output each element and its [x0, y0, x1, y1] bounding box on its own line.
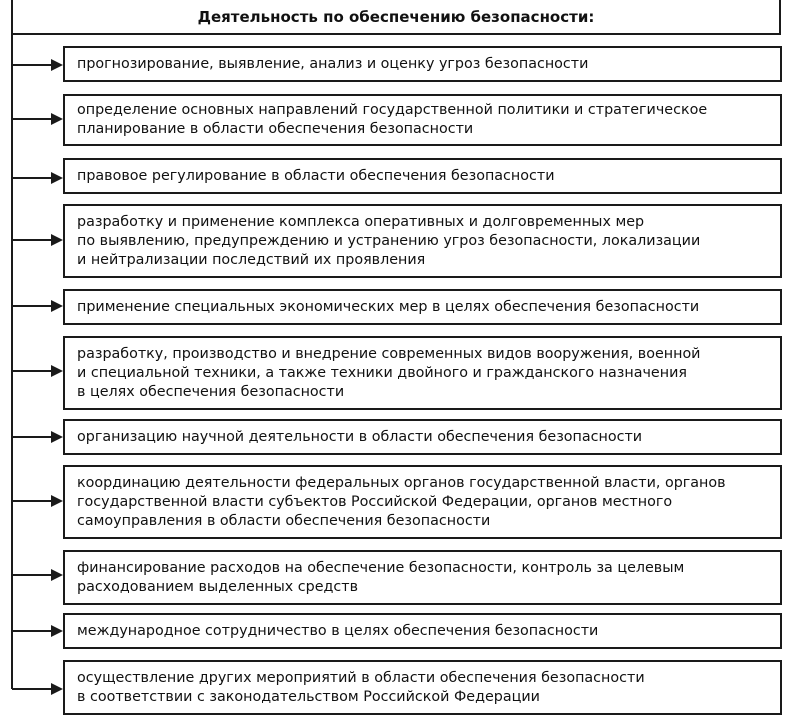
- activity-text-2: определение основных направлений государственной политики и стратегическое планирование в области обеспечения безопасности: [77, 102, 708, 137]
- activity-box-10: [63, 613, 782, 649]
- arrow-4: [12, 239, 52, 241]
- activity-box-8: [63, 465, 782, 539]
- arrow-1: [12, 64, 52, 66]
- activity-box-11: [63, 660, 782, 715]
- activity-box-2: [63, 94, 782, 146]
- activity-box-6: [63, 336, 782, 410]
- activity-text-6: разработку, производство и внедрение современных видов вооружения, военной и специальной техники, а также техники двойного и гражданского назначения в целях обеспечения безопасности: [77, 345, 701, 400]
- activity-text-5: применение специальных экономических мер в целях обеспечения безопасности: [77, 298, 700, 315]
- activity-box-1: [63, 46, 782, 82]
- arrow-11: [12, 688, 52, 690]
- arrow-6: [12, 370, 52, 372]
- activity-box-9: [63, 550, 782, 605]
- activity-text-1: прогнозирование, выявление, анализ и оценку угроз безопасности: [77, 55, 589, 72]
- activity-box-5: [63, 289, 782, 325]
- activity-box-7: [63, 419, 782, 455]
- activity-box-3: [63, 158, 782, 194]
- arrow-10: [12, 630, 52, 632]
- arrow-5: [12, 305, 52, 307]
- arrow-3: [12, 177, 52, 179]
- activity-text-4: разработку и применение комплекса оперативных и долговременных мер по выявлению, предупреждению и устранению угроз безопасности, локализации и нейтрализации последствий их проявления: [77, 213, 701, 268]
- activity-box-4: [63, 204, 782, 278]
- diagram-title-box: [11, 0, 781, 35]
- activity-text-9: финансирование расходов на обеспечение безопасности, контроль за целевым расходованием выделенных средств: [77, 559, 685, 595]
- diagram-title: Деятельность по обеспечению безопасности:: [197, 7, 595, 26]
- connector-trunk: [11, 34, 13, 689]
- activity-text-3: правовое регулирование в области обеспечения безопасности: [77, 167, 555, 184]
- arrow-9: [12, 574, 52, 576]
- arrow-2: [12, 118, 52, 120]
- arrow-7: [12, 436, 52, 438]
- activity-text-10: международное сотрудничество в целях обеспечения безопасности: [77, 622, 599, 639]
- arrow-8: [12, 500, 52, 502]
- activity-text-8: координацию деятельности федеральных органов государственной власти, органов государственной власти субъектов Российской Федерации, органов местного самоуправления в области обеспечения безопасности: [77, 474, 726, 529]
- activity-text-11: осуществление других мероприятий в области обеспечения безопасности в соответствии с законодательством Российской Федерации: [77, 669, 645, 705]
- activity-text-7: организацию научной деятельности в области обеспечения безопасности: [77, 428, 643, 445]
